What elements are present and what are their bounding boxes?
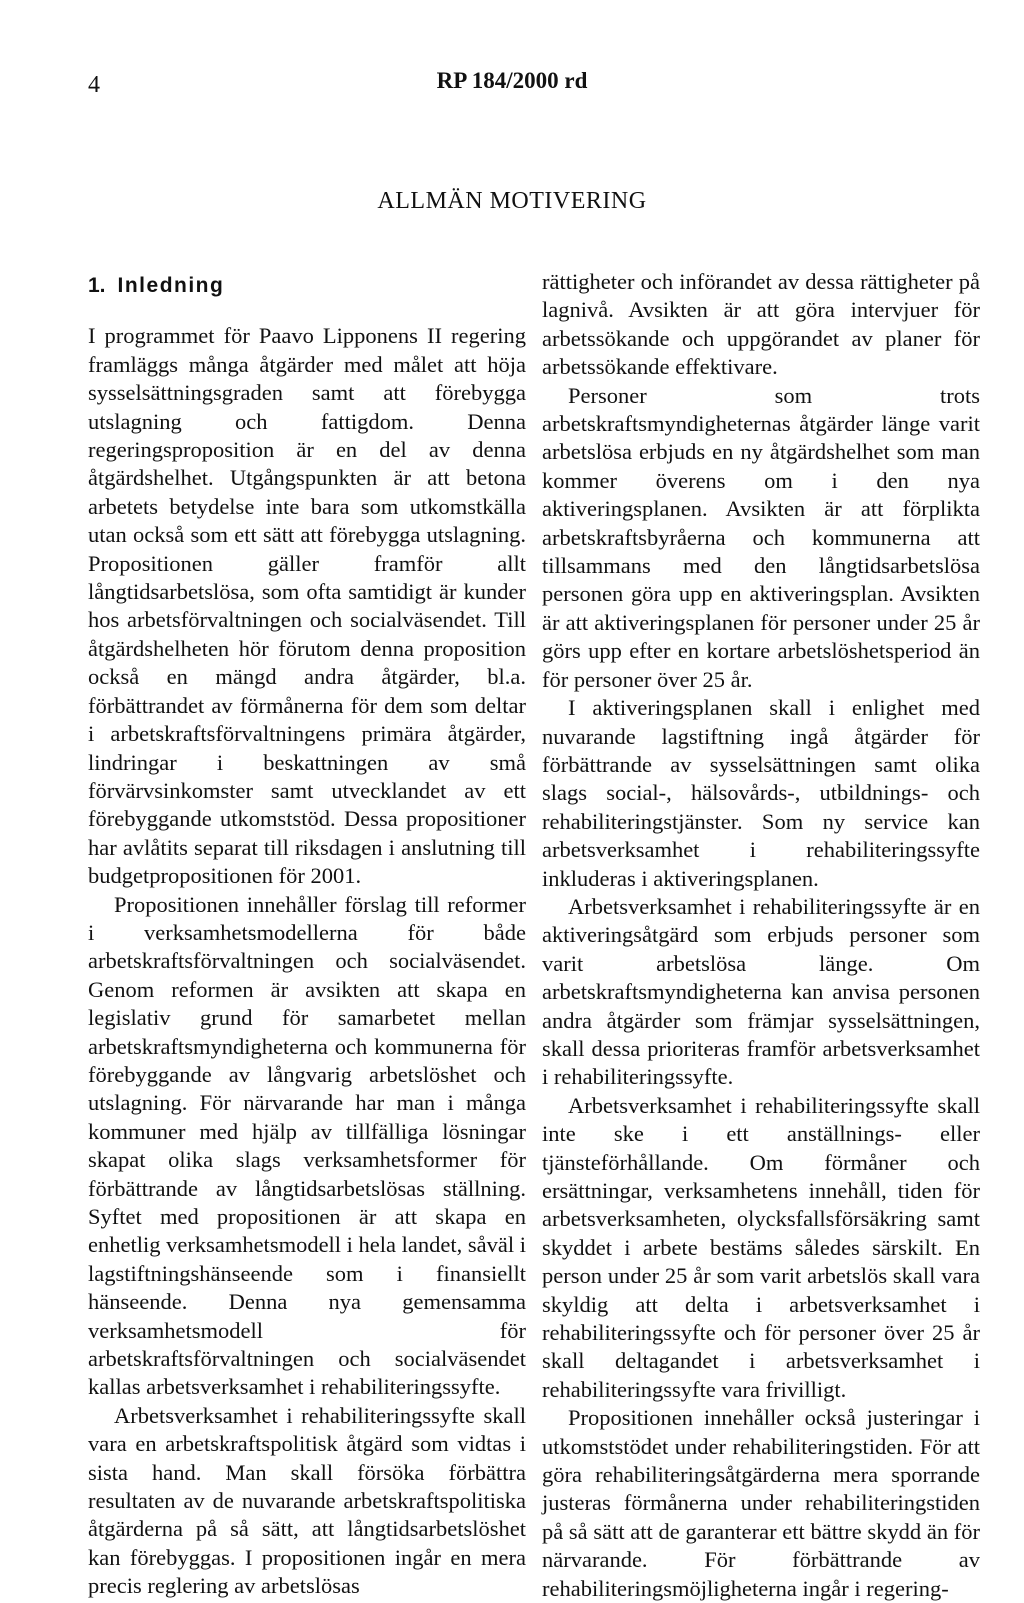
section-heading-text: Inledning [117,274,225,297]
section-title: ALLMÄN MOTIVERING [377,188,647,214]
section-heading-number: 1. [88,274,106,297]
section-heading [88,272,526,300]
paragraph: I programmet för Paavo Lipponens II regering framläggs många åtgärder med målet att höja sysselsättningsgraden samt att förebygga utslagning och fattigdom. Denna regeringsproposition är en del av denna åtgärdshelhet. Utgångspunkten är att betona arbetets betydelse inte bara som utkomstkälla utan också som ett sätt att förebygga utslagning. Propositionen gäller framför allt långtidsarbetslösa, som ofta samtidigt är kunder hos arbetsförvaltningen och socialväsendet. Till åtgärdshelheten hör förutom denna proposition också en mängd andra åtgärder, bl.a. förbättrandet av förmånerna för dem som deltar i arbetskraftsförvaltningens primära åtgärder, lindringar i beskattningen av små förvärvsinkomster samt utvecklandet av ett förebyggande utkomststöd. Dessa propositioner har avlåtits separat till riksdagen i anslutning till budgetpropositionen för 2001. [88,323,526,889]
paragraph: Propositionen innehåller också justeringar i utkomststödet under rehabiliteringstiden. För att göra rehabiliteringsåtgärderna mera sporrande justeras förmånerna under rehabiliteringstiden på så sätt att de garanterar ett bättre skydd än för närvarande. För förbättrande av rehabiliteringsmöjligheterna ingår i regering- [542,1405,980,1601]
paragraph: Personer som trots arbetskraftsmyndigheternas åtgärder länge varit arbetslösa erbjuds en ny åtgärdshelhet som man kommer överens om i den nya aktiveringsplanen. Avsikten är att förplikta arbetskraftsbyråerna och kommunerna att tillsammans med den långtidsarbetslösa personen göra upp en aktiveringsplan. Avsikten är att aktiveringsplanen för personer under 25 år görs upp efter en kortare arbetslöshetsperiod än för personer över 25 år. [542,382,980,692]
paragraph: I aktiveringsplanen skall i enlighet med nuvarande lagstiftning ingå åtgärder för förbättrande av sysselsättningen samt olika slags social-, hälsovårds-, utbildnings- och rehabiliteringstjänster. Som ny service kan arbetsverksamhet i rehabiliteringssyfte inkluderas i aktiveringsplanen. [542,695,980,891]
running-head: RP 184/2000 rd [436,68,588,93]
paragraph: Arbetsverksamhet i rehabiliteringssyfte skall vara en arbetskraftspolitisk åtgärd som vidtas i sista hand. Man skall försöka förbättra resultaten av de nuvarande arbetskraftspolitiska åtgärderna på så sätt, att långtidsarbetslöshet kan förebyggas. I propositionen ingår en mera precis reglering av arbetslösas [88,1402,526,1599]
paragraph: Arbetsverksamhet i rehabiliteringssyfte skall inte ske i ett anställnings- eller tjänsteförhållande. Om förmåner och ersättningar, verksamhetens innehåll, tiden för arbetsverksamheten, olycksfallsförsäkring samt skyddet i arbete bestäms således särskilt. En person under 25 år som varit arbetslös skall vara skyldig att delta i arbetsverksamhet i rehabiliteringssyfte och för personer över 25 år skall deltagandet i arbetsverksamhet i rehabiliteringssyfte vara frivilligt. [542,1092,980,1402]
paragraph: Arbetsverksamhet i rehabiliteringssyfte är en aktiveringsåtgärd som erbjuds personer som varit arbetslösa länge. Om arbetskraftsmyndigheterna kan anvisa personen andra åtgärder som främjar sysselsättningen, skall dessa prioriteras framför arbetsverksamhet i rehabiliteringssyfte. [542,893,980,1090]
paragraph: rättigheter och införandet av dessa rättigheter på lagnivå. Avsikten är att göra intervjuer för arbetssökande och uppgörandet av planer för arbetssökande effektivare. [542,269,980,380]
page-number: 4 [88,72,100,98]
paragraph: Propositionen innehåller förslag till reformer i verksamhetsmodellerna för både arbetskraftsförvaltningen och socialväsendet. Genom reformen är avsikten att skapa en legislativ grund för samarbetet mellan arbetskraftsmyndigheterna och kommunerna för förebyggande av långvarig arbetslöshet och utslagning. För närvarande har man i många kommuner med hjälp av tillfälliga lösningar skapat olika slags verksamhetsformer för förbättrande av långtidsarbetslösas ställning. Syftet med propositionen är att skapa en enhetlig verksamhetsmodell i hela landet, såväl i lagstiftningshänseende som i finansiellt hänseende. Denna nya gemensamma verksamhetsmodell för arbetskraftsförvaltningen och socialväsendet kallas arbetsverksamhet i rehabiliteringssyfte. [88,891,526,1400]
left-column [88,268,526,1601]
right-column [542,268,980,1603]
